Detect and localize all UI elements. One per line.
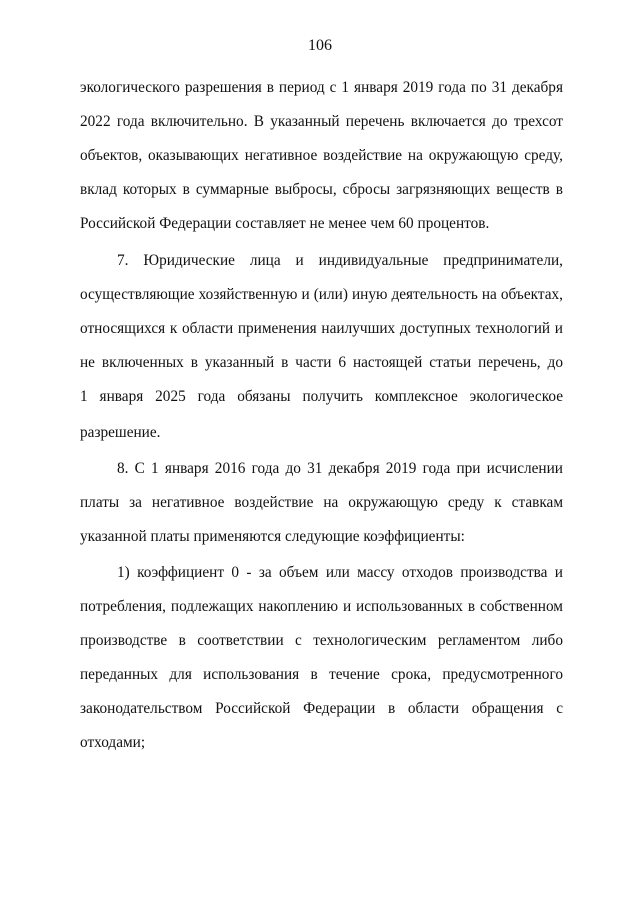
text-line: указанной платы применяются следующие коэффициенты: <box>80 528 465 545</box>
text-line: переданных для использования в течение срока, предусмотренного <box>80 666 563 683</box>
text-line: 2022 года включительно. В указанный перечень включается до трехсот <box>80 113 563 130</box>
paragraph-7-first-line: 7. Юридические лица и индивидуальные предприниматели, <box>117 252 563 269</box>
text-line: осуществляющие хозяйственную и (или) иную деятельность на объектах, <box>80 286 563 303</box>
text-line: относящихся к области применения наилучших доступных технологий и <box>80 320 563 337</box>
text-line: Российской Федерации составляет не менее чем 60 процентов. <box>80 215 490 232</box>
text-line: платы за негативное воздействие на окружающую среду к ставкам <box>80 494 563 511</box>
text-line: разрешение. <box>80 424 161 441</box>
text-line: законодательством Российской Федерации в области обращения с <box>80 700 563 717</box>
text-line: потребления, подлежащих накоплению и использованных в собственном <box>80 598 563 615</box>
text-line: объектов, оказывающих негативное воздействие на окружающую среду, <box>80 147 563 164</box>
item-1-first-line: 1) коэффициент 0 - за объем или массу отходов производства и <box>117 564 563 581</box>
text-line: не включенных в указанный в части 6 настоящей статьи перечень, до <box>80 354 563 371</box>
text-line: 1 января 2025 года обязаны получить комплексное экологическое <box>80 388 563 405</box>
text-line: производстве в соответствии с технологическим регламентом либо <box>80 632 563 649</box>
text-line: отходами; <box>80 734 146 751</box>
text-line: вклад которых в суммарные выбросы, сбросы загрязняющих веществ в <box>80 181 563 198</box>
page-number: 106 <box>308 37 332 54</box>
text-line: экологического разрешения в период с 1 января 2019 года по 31 декабря <box>80 79 563 96</box>
paragraph-8-first-line: 8. С 1 января 2016 года до 31 декабря 2019 года при исчислении <box>117 460 563 477</box>
